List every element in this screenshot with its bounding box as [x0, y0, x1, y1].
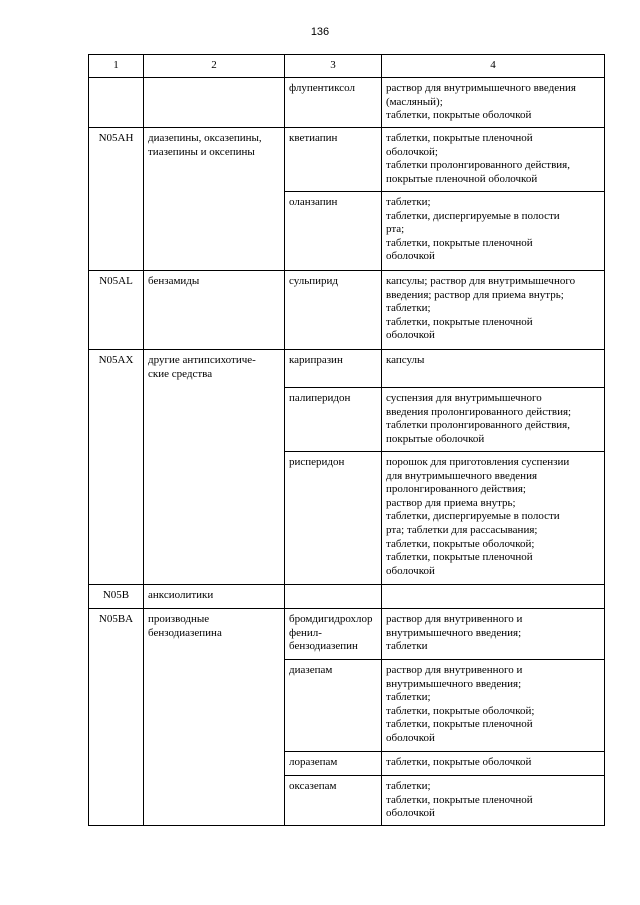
- forms-cell: раствор для внутривенного и внутримышечного введения; таблетки: [382, 609, 605, 660]
- drug-cell: лоразепам: [285, 752, 382, 776]
- drug-cell: кветиапин: [285, 128, 382, 192]
- forms-cell: капсулы: [382, 350, 605, 388]
- drug-cell: карипразин: [285, 350, 382, 388]
- table-row: [89, 78, 605, 128]
- drug-cell: оксазепам: [285, 776, 382, 826]
- header-cell: 1: [89, 55, 144, 78]
- drug-cell: палиперидон: [285, 388, 382, 452]
- table-row: [89, 585, 605, 609]
- group-cell: бензамиды: [144, 271, 285, 350]
- forms-cell: таблетки, покрытые пленочной оболочкой; таблетки пролонгированного действия, покрытые пленочной оболочкой: [382, 128, 605, 192]
- group-cell: другие антипсихотиче- ские средства: [144, 350, 285, 585]
- drug-cell: бромдигидрохлор фенил- бензодиазепин: [285, 609, 382, 660]
- code-cell: N05AX: [89, 350, 144, 585]
- table-row: [89, 128, 605, 192]
- forms-cell: порошок для приготовления суспензии для внутримышечного введения пролонгированного действия; раствор для приема внутрь; таблетки, диспергируемые в полости рта; таблетки для рассасывания; таблетки, покрытые оболочкой; таблетки, покрытые пленочной оболочкой: [382, 452, 605, 585]
- drug-cell: оланзапин: [285, 192, 382, 271]
- code-cell: N05BA: [89, 609, 144, 826]
- forms-cell: [382, 585, 605, 609]
- drug-cell: рисперидон: [285, 452, 382, 585]
- forms-cell: суспензия для внутримышечного введения пролонгированного действия; таблетки пролонгированного действия, покрытые оболочкой: [382, 388, 605, 452]
- code-cell: [89, 78, 144, 128]
- drug-cell: [285, 585, 382, 609]
- forms-cell: таблетки, покрытые оболочкой: [382, 752, 605, 776]
- group-cell: диазепины, оксазепины, тиазепины и оксепины: [144, 128, 285, 271]
- drug-table: [88, 54, 605, 826]
- drug-cell: флупентиксол: [285, 78, 382, 128]
- page-number: 136: [310, 26, 330, 38]
- forms-cell: раствор для внутримышечного введения (масляный); таблетки, покрытые оболочкой: [382, 78, 605, 128]
- forms-cell: раствор для внутривенного и внутримышечного введения; таблетки; таблетки, покрытые оболочкой; таблетки, покрытые пленочной оболочкой: [382, 660, 605, 752]
- group-cell: анксиолитики: [144, 585, 285, 609]
- table-row: [89, 350, 605, 388]
- header-row: [89, 55, 605, 78]
- forms-cell: капсулы; раствор для внутримышечного введения; раствор для приема внутрь; таблетки; таблетки, покрытые пленочной оболочкой: [382, 271, 605, 350]
- code-cell: N05AL: [89, 271, 144, 350]
- header-cell: 2: [144, 55, 285, 78]
- table-row: [89, 609, 605, 660]
- group-cell: [144, 78, 285, 128]
- header-cell: 4: [382, 55, 605, 78]
- header-cell: 3: [285, 55, 382, 78]
- drug-cell: сульпирид: [285, 271, 382, 350]
- forms-cell: таблетки; таблетки, диспергируемые в полости рта; таблетки, покрытые пленочной оболочкой: [382, 192, 605, 271]
- group-cell: производные бензодиазепина: [144, 609, 285, 826]
- drug-cell: диазепам: [285, 660, 382, 752]
- code-cell: N05B: [89, 585, 144, 609]
- code-cell: N05AH: [89, 128, 144, 271]
- table-row: [89, 271, 605, 350]
- forms-cell: таблетки; таблетки, покрытые пленочной оболочкой: [382, 776, 605, 826]
